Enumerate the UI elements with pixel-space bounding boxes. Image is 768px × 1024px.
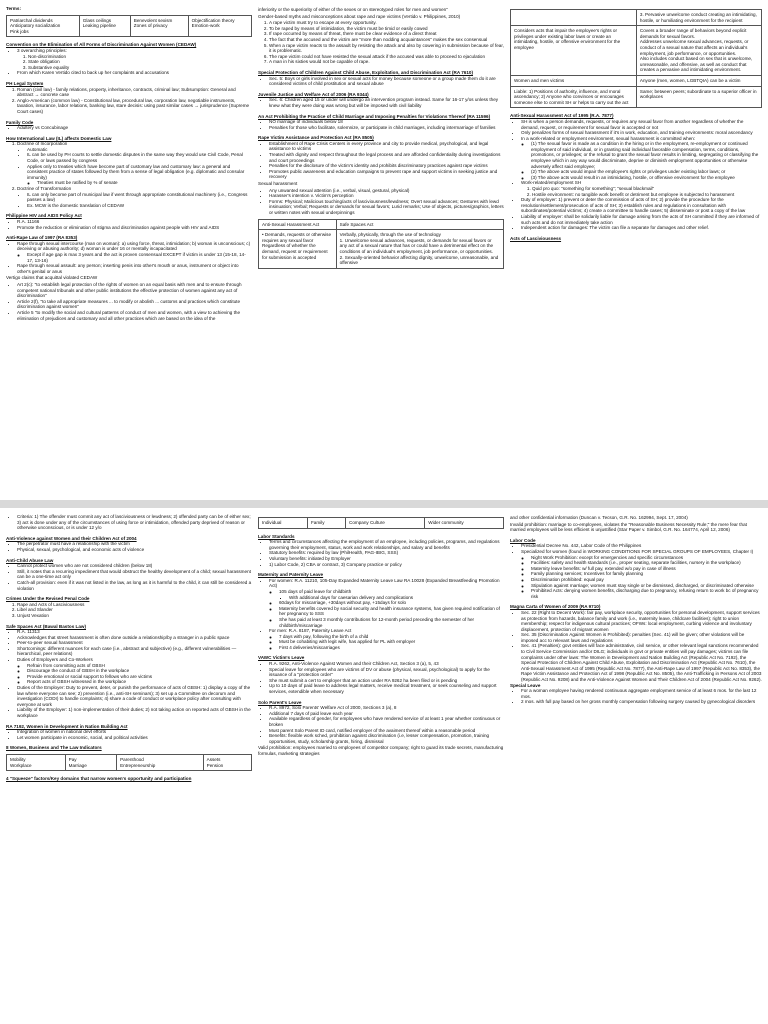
list-item [17,141,252,186]
list-item-text: Rape through sexual intercourse (man on woman): a) using force, threat, intimidation; b) woman is unconscious; c) deceiving or abusing authority; d) woman is under 16 or mentally incapacitated [17,240,251,252]
list-item [269,43,504,54]
table-cell: Same; between peers; subordinate to a superior officer in workplaces [636,86,761,108]
list-item-text: Adultery vs Concubinage [17,125,69,131]
list-item [269,76,504,87]
list-item-text: Night Work Prohibition: except for emergencies and specific circumstances [531,554,684,560]
bullet-list [6,541,252,552]
list-item-text: Report acts of GBSH witnessed in the workplace [27,679,127,685]
bullet-list [6,629,252,719]
table-cell: Company Culture [346,518,425,529]
section-heading: 4 "Squeeze" factors/Key domains that narrow women's opportunity and participation [6,776,192,782]
list-item-text: Any unwanted sexual attention (i.e., verbal, visual, gestural, physical) [269,187,410,193]
section-heading: Anti-Sexual Harassment Act of 1995 (R.A. 7877) [510,113,614,119]
list-item-text: Sec. 22 (Right to Decent Work): fair pay, workplace security, opportunities for personal development, support services as protection from hazards, balance family and work (i.e., maternity leave, childcare facilities); right to union membership; respect for indigenous cultural practices; OFWs: local employment, curbing violence and involuntary displacement, protection of migrant women [521,609,760,632]
list-item [17,657,252,685]
bullet-list [510,610,762,683]
list-item [521,214,762,225]
list-item-text: Substantive equality [28,64,70,70]
table-cell: Covers a broader range of behaviors beyond explicit demands for sexual favors. Addresses unwelcome sexual advances, requests, or conduct of a sexual nature that affects an individual's employment, job performance, or opportunities. Also includes conduct based on sex that is unwelcome, unreasonable, and offensive, as well as conduct that creates a pervasive and intimidating environment. [636,26,761,76]
list-item [269,562,504,568]
table-row [259,219,504,230]
list-item-text: Maternity leave benefits: w/ full pay, extended w/o pay in case of illness [531,565,676,571]
list-item-text: 7 days with pay, following the birth of a child [279,633,369,639]
list-item [17,514,252,531]
list-item-text: Only penalizes forms of sexual harassment if it's in work, education, and training environments: moral ascendancy [521,130,753,136]
section-heading: An Act Prohibiting the Practice of Child Marriage and Imposing Penalties for Violations Thereof (RA 11596) [258,113,491,119]
list-item [269,169,504,180]
page2-column-3 [510,514,762,1020]
list-item-text: Work-related/employment SH [521,180,582,186]
table-cell: Anyone (men, women, LGBTQIA) can be a victim [636,75,761,86]
list-item-text: To be raped by means of intimidation, the victim must be timid or easily cowed [269,25,428,31]
list-item [27,252,252,263]
bullet-list [6,602,252,619]
section-heading: Convention on the Elimination of All Forms of Discrimination Against Women (CEDAW) [6,42,197,48]
section-heading: Crimes Under the Revised Penal Code [6,596,90,602]
table-row [259,230,504,269]
list-item [269,716,504,727]
list-item [521,549,762,599]
page1-column-3 [510,6,762,496]
paragraph: Sexual harassment [258,181,298,187]
bullet-list [6,729,252,740]
sub-list [17,192,252,209]
list-item-text: Duties of the Employer: Duty to prevent, deter, or punish the performance of acts of GBSH: 1) display a copy of the law where everyone can see; 2) prevention (i.e., anti-SH seminars); 3) set up a Committee on decorum and investigation (CODI) to handle complaints; 4) share a code of conduct or workplace policy after consulting with everyone at work [17,685,251,707]
list-item [279,589,504,600]
list-item-text: Available regardless of gender, for employees who have rendered service of at least 1 year whether continuous or broken [269,716,501,727]
list-item [269,59,504,65]
list-item-text: SH is when a person demands, requests, or requires any sexual favor from another regardless of whether the demand, request, or requirement for sexual favor is accepted or not [521,118,744,130]
section-heading: Labor Code [510,537,536,543]
page-separator [0,500,768,508]
notes-table [258,219,504,269]
bullet-list [510,119,762,231]
list-item [27,192,252,203]
list-item-text: 1) Labor Code, 2) CBA or contract, 3) Company practice or policy [269,561,402,567]
bullet-list [258,188,504,216]
list-item-text: Physical, sexual, psychological, and economic acts of violence [17,546,145,552]
sub-list [17,54,252,71]
paragraph: Vertigo claims that acquittal violated CEDAW [6,275,98,281]
bullet-list [6,48,252,76]
list-item [17,547,252,553]
page2-column-1 [6,514,252,1020]
paragraph: Valid prohibition: employees married to employees of competitor company; right to guard its trade secrets, manufacturing formulas, marketing strategies [258,745,504,756]
list-item-text: Independent action for damages: The victim can file a separate for damages and other relief. [521,225,710,231]
list-item-text: Non-discrimination [28,53,67,59]
list-item-text: Peer-to-peer sexual harassment [17,640,83,646]
list-item-text: Terms and circumstances affecting the employment of an employee, including policies, programs, and regulations governing their employment, status, work and work relationships, and salary and benefits [269,539,500,550]
list-item-text: Libel and Slander [17,607,53,613]
table-row [511,10,762,26]
list-item-text: Sec. 41 (Penalties): govt entities will face administrative, civil service, or other relevant legal sanctions recommended to Civil Service Commission and/or DILG; individuals in govt or private entities will pay damages; victims can file complaints under other laws: The Women in Development and Nation Building Act (Republic Act No. 7192), the Special Protection of Children Against Child Abuse, Exploitation and Discrimination Act (Republic Act No. 7610), the Anti-Sexual Harassment Act of 1995 (Republic Act No. 7877), the Anti-Rape Law of 1997 (Republic Act No. 8353), the Rape Victim Assistance and Protection Act of 1998 (Republic Act No. 8505), the Anti-Trafficking in Persons Act of 2003 (Republic Act No. 9208) and the Anti-Violence Against Women and Their Children Act of 2004 (Republic Act No. 9262). [521,643,762,683]
bullet-list [510,543,762,599]
list-item-text: Art 2(c): "to establish legal protection of the rights of women on an equal basis with men and to ensure through competent national tribunals and other public institutions the effective protection of women against any act of discrimination" [17,281,242,299]
list-item-text: State obligation [28,59,60,65]
table-cell: Family [307,518,345,529]
list-item-text: Prohibited Acts: denying women benefits, discharging due to pregnancy, refusing return to work bc of pregnancy risk [531,588,759,599]
list-item-text: Rape and Acts of Lasciviousness [17,601,85,607]
list-item [17,282,252,299]
list-item-text: Special leave for employees who are victims of DV or abuse (physical, sexual, psychological) to apply for the issuance of a "protection order" [269,666,490,678]
bullet-list [258,578,504,651]
list-item-text: Penalties for those who facilitate, solemnize, or participate in child marriages, including intermarriage of families [269,124,496,130]
list-item [17,613,252,619]
list-item [521,643,762,682]
list-item [17,125,252,131]
list-item-text: Applies only to treaties which have become part of customary law and customary law: a general and consistent practice of states followed by them from a sense of legal obligation (e.g. diplomatic and consular immunity) [27,163,245,180]
list-item [521,119,762,130]
table-cell: Assets Pension [203,754,251,770]
table-cell: Anti-Sexual Harassment Act [259,219,337,230]
section-heading: Anti-Child Abuse Law [6,557,54,563]
list-item-text: A man in his sixties would not be capable of rape. [269,59,370,65]
bullet-list [6,514,252,531]
bullet-list [258,141,504,180]
list-item-text: Discourage the conduct of GBSH in the workplace [27,668,130,674]
list-item-text: She has paid at least 3 monthly contributions for 12-month period preceding the semester of her childbirth/miscarriage [279,616,475,628]
bullet-list [258,119,504,130]
list-item-text: Must parent Solo Parent ID card, notified employer of the avaiment thereof within a reasonable period [269,727,476,733]
list-item [17,707,252,718]
section-heading: Safe Spaces Act (Bawal Bastos Law) [6,623,86,629]
list-item [17,263,252,274]
table-cell: Considers acts that impair the employee's rights or privileges under existing labor laws or create an intimidating, hostile, or offensive environment for the employee [511,26,637,76]
list-item-text: (3) The above acts would result in an intimidating, hostile, or offensive environment for the employee [531,174,735,180]
table-row [511,75,762,86]
list-item-text: Catch-all provision: even if it was not listed in the law, as long as it is harmful to the child, it can still be considered a violation [17,579,252,591]
sub-list [17,252,252,263]
page1-column-2 [258,6,504,496]
sub-list [269,634,504,651]
list-item [17,48,252,70]
list-item-text: IL can only become part of municipal law if went through appropriate constitutional machinery (i.e., Congress passes a law) [27,191,248,203]
list-item [269,125,504,131]
section-heading: Special Protection of Children Against Child Abuse, Exploitation, and Discrimination Act (RA 7610) [258,69,473,75]
section-heading: Solo Parent's Leave [258,699,302,705]
sub-list [521,141,762,180]
list-item-text: Liability of employer: shall be solidarily liable for damage arising from the acts of SH committed if they are informed of such acts and do not immediately take action [521,214,760,225]
list-item [269,628,504,650]
list-item-text: Harasser's intention v. Victim's perception [269,193,354,199]
list-item-text: Maternity benefits covered by social security and health insurance systems, has given required notification of her pregnancy to SSS [279,605,500,617]
list-item [17,685,252,707]
list-item-text: Criteria: 1) The offender must commit any act of lasciviousness or lewdness; 2) offended party can be of either sex; 3) act is done under any of the circumstances of using force or intimidation, offended party deprived of reason or otherwise unconscious, or is under 12 y/o [17,514,251,531]
list-item-text: For a woman employee having rendered continuous aggregate employment service of at least 6 mos. for the last 12 mos. [521,688,757,699]
table-row [511,26,762,76]
list-item-text: 60days for miscarriage, +30days without pay, +15days for solo [279,600,407,606]
bullet-list [258,539,504,567]
bullet-list [6,563,252,591]
list-item-text: R.A. 11166 [17,219,40,224]
list-item-text: IL can be used by PH courts to settle domestic disputes in the same way they would use Civil Code, Penal Code, or laws passed by congress [27,152,243,164]
bullet-list [258,76,504,87]
notes-table [258,517,504,529]
list-item-text: Refrain from committing acts of GBSH [27,662,105,668]
list-item [17,646,252,657]
list-item [27,203,252,209]
list-item-text: If rape occurred by means of threat, there must be clear evidence of a direct threat [269,31,437,37]
list-item [521,225,762,231]
list-item [269,152,504,163]
list-item-text: She must submit a cert to employer that an action under RA 9262 ha been filed or is pending [269,677,458,683]
list-item-text: Liability of the Employer: 1) non-implementation of their duties; 2) not taking action on reported acts of GBSH in the workplace [17,707,251,718]
list-item [521,610,762,632]
list-item-text: When a rape victim reacts to the assault by resisting the attack and also by cowering in submission because of fear, it is problematic. [269,42,504,54]
bullet-list [6,87,252,115]
bullet-list [6,241,252,275]
paragraph: and other confidential information (Duncan v. Tecson, G.R. No. 162994, Sept. 17, 2004) [510,515,688,520]
list-item-text: In a work-related or employment environment, sexual harassment is committed when: [521,135,696,141]
table-cell: Liable: 1) Positions of authority, influence, and moral ascendancy; 2) Anyone who convinces or encourages someone else to commit SH or helps to carry out the act [511,86,637,108]
notes-page-1 [0,0,768,500]
list-item-text: R.A. 11313 [17,629,40,635]
list-item [17,310,252,321]
list-item-text: Quid pro quo: "something for something"; "sexual blackmail" [532,186,655,192]
sub-list [521,555,762,600]
list-item [531,141,762,169]
list-item [27,164,252,186]
sub-list [521,186,762,197]
list-item-text: From which Karen Vertido cited to back up her complaints and accusations [17,70,169,76]
list-item-text: Rape through sexual assault: any person; inserting penis into other's mouth or anus, instrument or object into other's genital or anus [17,263,239,274]
section-heading: Rape Victim Assistance and Protection Act (RA 8505) [258,135,374,141]
list-item-text: Must be cohabiting with legit wife, has applied for PL with employer [279,639,416,645]
list-item-text: Stipulation against marriage; women must stay single or be dismissed, discharged, or discriminated otherwise [531,582,754,588]
table-cell: Mobility Workplace [7,754,66,770]
list-item [279,606,504,617]
paragraph: Invalid prohibition: marriage to co-employees, violates the "Reasonable Business Necessity Rule;" the mere fear that married employees will be less efficient is unjustified (Star Paper v. Simbol, G.R. No. 164774, April 12, 2006) [510,521,747,533]
list-item-text: Automatic [27,146,48,152]
list-item [17,98,252,115]
notes-table [6,15,252,38]
bullet-list [510,688,762,705]
list-item [521,197,762,214]
list-item-text: Facilities: safety and health standards (i.e., proper seating, separate facilities, nursery in the workplace) [531,560,741,566]
list-item [279,617,504,628]
table-cell: Benevolent sexism Zones of privacy [130,15,188,37]
table-cell: Verbally, physically, through the use of technology 1. Unwelcome sexual advances, requests, or demands for sexual favors or any act of a sexual nature that has or could have a detrimental effect on the conditions of an individual's employment, job performance, or opportunities. 2. Sexually-oriented behavior affecting dignity, unwelcome, unreasonable, and offensive [336,230,503,269]
list-item-text: Hostile environment: no tangible work benefit or detriment but employee is subjected to harassment [532,191,735,197]
section-heading: Acts of Lasciviousness [510,235,562,241]
list-item-text: With additional days for caesarian delivery and complications [289,594,414,600]
list-item-text: Up to 10 days of paid leave to address legal matters, receive medical treatment, or seek counseling and support services, extendible when necessary [269,683,497,695]
list-item-text: Anglo-American (common law) - Constitutional law, procedural law, corporation law, negotiable instruments, taxation, insurance, labor relations, banking law, stare decisis: using past similar cases → jurisprudence (Supreme Court cases) [17,97,250,114]
list-item [521,632,762,643]
list-item-text: Still, it notes that a recurring impediment that would obstruct the healthy development of a child; sexual harassment can be a one-time act only [17,568,251,580]
section-heading: Anti-Violence against Women and their Children Act of 2004 [6,535,137,541]
list-item-text: Specialized for women (found in WORKING CONDITIONS FOR SPECIAL GROUPS OF EMPLOYEES, Chapter I) [521,548,754,554]
list-item-text: For women: R.A. 11210, 105-Day Expanded Maternity Leave Law RA 10028 (Expanded Breastfeeding Promotion Act) [269,577,500,589]
table-cell: Women and men victims [511,75,637,86]
list-item-text: (2) The above acts would impair the employee's rights or privileges under existing labor laws; or [531,169,726,175]
list-item [521,180,762,197]
bullet-list [258,661,504,695]
table-row [511,86,762,108]
list-item [521,688,762,699]
list-item-text: Shortcomings: different nuances for each case (i.e., abstract and subjective) (e.g., different vulnerabilities — hierarchical, peer relations) [17,645,237,657]
list-item [269,539,504,550]
list-item-text: Benefits: flexible work sched, prohibition against discrimination (i.e, lesser compensation, promotion, training opportunities, study, scholarship grants, hiring, dismissal [269,733,490,744]
table-cell [511,10,637,26]
list-item-text: Except if age gap is max 3 years and the act is proven consensual EXCEPT if victim is under 13 (15-18, 14-17, 13-16) [27,251,246,263]
list-item [17,735,252,741]
paragraph: inferiority or the superiority of either of the sexes or on stereotyped roles for men and women" [258,7,448,12]
list-item-text: Article 2(f), "to take all appropriate measures ... to modify or abolish ... customs and practices which constitute discrimination against women" [17,298,240,310]
list-item-text: Establishment of Rape Crisis Centers in every province and city to provide medical, psychological, and legal assistance to victims [269,140,489,152]
list-item [17,70,252,76]
section-heading: Philippine HIV and AIDS Policy Act [6,213,82,219]
paragraph: Gender-based myths and misconceptions about rape and rape victims (Vertido v. Philippines, 2010) [258,13,461,19]
list-item-text: Discrimination prohibited: equal pay [531,576,604,582]
list-item-text: First 4 deliveries/miscarriages [279,644,340,650]
table-cell: Wider community [425,518,504,529]
list-item-text: R.A. 8972, Solo Parents' Welfare Act of 2000, Sections 3 (a), 8 [269,705,397,711]
table-cell: Parenthood Entrepreneurship [117,754,204,770]
bullet-list [258,705,504,744]
list-item [269,667,504,678]
table-row [7,15,252,37]
list-item-text: (1) The sexual favor is made as a condition in the hiring or in the employment, re-employment or continued employment of said individual, or in granting said individual favorable compensation, terms, conditions, promotions, or privileges; or the refusal to grant the sexual favor results in limiting, segregating or classifying the employee which in any way would discriminate, deprive or diminish employment opportunities or otherwise adversely affect said employee; [531,141,759,169]
sub-list [269,589,504,628]
list-item [17,186,252,208]
list-item-text: Sec. 6: Children aged 15 or under will undergo an intervention program instead. Same for 16-17 y/os unless they knew what they were doing was wrong but will be imposed with civil liability [269,97,499,108]
list-item-text: Provide emotional or social support to fellows who are victims [27,673,153,679]
list-item-text: Additional 7 days of paid leave each year [269,710,353,716]
bullet-list [258,20,504,65]
list-item-text: Duties of Employers and Co-Workers [17,657,93,663]
list-item-text: Duty of employer: 1) prevent or deter the commission of acts of SH; 2) provide the procedure for the resolution/settlement/prosecution of acts of SH; 3) establish rules and regulations in consultation with subordinates/potential victims; 4) create a committee to handle cases; 5) disseminate or post a copy of the law [521,197,746,214]
list-item [17,299,252,310]
list-item-text: Article 5 "to modify the social and cultural patterns of conduct of men and women, with a view to achieving the elimination of prejudices and customary and all other practices which are based on the idea of the [17,309,241,321]
page1-column-1 [6,6,252,496]
list-item-text: Integration of women in national devt efforts [17,729,107,735]
list-item-text: Sec. 35 (Discrimination Against Women is Prohibited): penalties (Sec. 41) will be given; other violations will be imposed acc to relevant laws and regulations [521,632,745,643]
list-item [279,645,504,651]
list-item [269,199,504,216]
list-item-text: Unjust Vexation [17,612,49,618]
list-item-text: Treaties must be ratified by ⅔ of senate [37,180,118,186]
list-item [269,578,504,628]
section-heading: Special Leave [510,682,541,688]
table-cell: Patriarchal dividends Anticipatory socialization Pink jobs [7,15,80,37]
table-cell: Safe Spaces Act [336,219,503,230]
table-cell: 3. Pervasive unwelcome conduct creating an intimidating, hostile, or humiliating environment for the recipient [636,10,761,26]
list-item [17,580,252,591]
section-heading: 8 Women, Business and The Law Indicators [6,745,102,751]
notes-page-2 [0,508,768,1024]
list-item [17,241,252,263]
list-item-text: 105 days of paid leave for childbirth [279,588,352,594]
list-item [521,136,762,181]
list-item [27,152,252,163]
list-item-text: For men: R.A. 8187, Paternity Leave Act [269,628,352,634]
list-item [17,87,252,98]
section-heading: Magna Carta of Women of 2009 (RA 9710) [510,604,601,610]
table-cell: Objectification theory Emotion-work [188,15,251,37]
list-item-text: The fact that the accused and the victim are "more than nodding acquaintances" makes the sex consensual [269,36,488,42]
table-row [7,754,252,770]
list-item-text: Presidential Decree No. 442, Labor Code of the Philippines [521,543,642,549]
bullet-list [6,141,252,208]
list-item [17,225,252,231]
list-item-text: The perpetrator must have a relationship with the victim [17,541,130,547]
list-item-text: Statutory benefits: required by law (PhilHealth, PAG-IBIG, SSS) [269,550,399,556]
list-item-text: NO marriage of individuals below 18 [269,119,343,125]
list-item-text: Promotes public awareness and education campaigns to prevent rape and support victims in seeking justice and recovery [269,168,498,180]
bullet-list [6,282,252,321]
list-item-text: The rape victim could not have resisted the sexual attack if the accused was able to proceed to ejaculation [269,53,486,59]
list-item [269,141,504,152]
section-heading: Labor Standards [258,533,295,539]
table-cell: Pay Marriage [65,754,116,770]
list-item-text: Cannot protect women who are not considered children (below 18) [17,563,153,569]
list-item-text: 2 mos. with full pay based on her gross monthly compensation following surgery caused by gynecological disorders [521,699,756,705]
list-item [269,97,504,108]
table-cell: Individual [259,518,308,529]
bullet-list [6,125,252,131]
list-item-text: Family planning services; Incentives for family planning [531,571,644,577]
section-heading: PH Legal System [6,80,44,86]
table-cell: • Demands, requests or otherwise requires any sexual favor Regardless of whether the demand, request or requirement for submission is accepted [259,230,337,269]
section-heading: How International Law (IL) affects Domestic Law [6,135,112,141]
section-heading: VAWC Victim's Leave [258,655,305,661]
list-item [269,733,504,744]
list-item [269,683,504,694]
notes-table [6,754,252,771]
sub-list [17,663,252,685]
list-item-text: Acknowledges that street harassment is often done outside a relationship/by a stranger in a public space [17,634,230,640]
table-row [259,518,504,529]
list-item-text: Ex. MCW is the domestic translation of CEDAW [27,202,125,208]
section-heading: Terms: [6,6,21,11]
section-heading: Anti-Rape Law of 1997 (RA 8353) [6,235,78,241]
section-heading: Juvenile Justice and Welfare Act of 2006 (RA 9344) [258,91,369,97]
list-item-text: A rape victim must try to escape at every opportunity. [269,20,377,26]
section-heading: Maternity and Paternity Leave [258,572,324,578]
list-item [17,569,252,580]
section-heading: RA 7192, Women in Development in Nation Building Act [6,723,128,729]
notes-table [510,9,762,108]
list-item [531,588,762,599]
list-item-text: Voluntary benefits: initiated by Employer [269,555,351,561]
list-item-text: Doctrine of Transformation [17,186,72,192]
list-item-text: Roman (civil law) - family relations, property, inheritance, contracts, criminal law; Subsumption: General and abstract → concrete case [17,86,236,98]
list-item-text: R.A. 9262, Anti-Violence Against Women and their Children Act, Section 3 (a), 5, 43 [269,661,439,667]
page2-column-2 [258,514,504,1020]
list-item [521,699,762,705]
table-cell: Glass ceilings Leaking pipeline [79,15,130,37]
list-item-text: Forms: Physical; Malicious touching/acts of lasciviousness/lewdness; Overt sexual advances; Gestures with lewd insinuation; Verbal; Requests or demands for sexual favors; Lurid remarks; Use of objects, pictures/graphics, letters or written notes with sexual underpinnings [269,198,504,215]
list-item-text: Penalties for the disclosure of the victim's identity and prohibits discriminatory practices against rape victims [269,163,488,169]
list-item-text: Doctrine of Incorporation [17,141,68,147]
bullet-list [258,97,504,108]
bullet-list [6,219,252,230]
list-item-text: Sec. 5: Boys or girls involved in sex or sexual acts for money because someone or a group made them do it are considered victims of child prostitution and sexual abuse [269,75,496,87]
list-item-text: Promote the reduction or elimination of stigma and discrimination against people with HIV and AIDS [17,224,220,230]
list-item-text: Treated with dignity and respect throughout the legal process and are afforded confidentiality during investigations and court proceedings [269,152,501,163]
sub-list [17,147,252,186]
list-item-text: Let women participate in economic, social, and political activities [17,734,148,740]
section-heading: Family Code [6,119,34,125]
list-item-text: 3 overarching principles: [17,47,67,53]
